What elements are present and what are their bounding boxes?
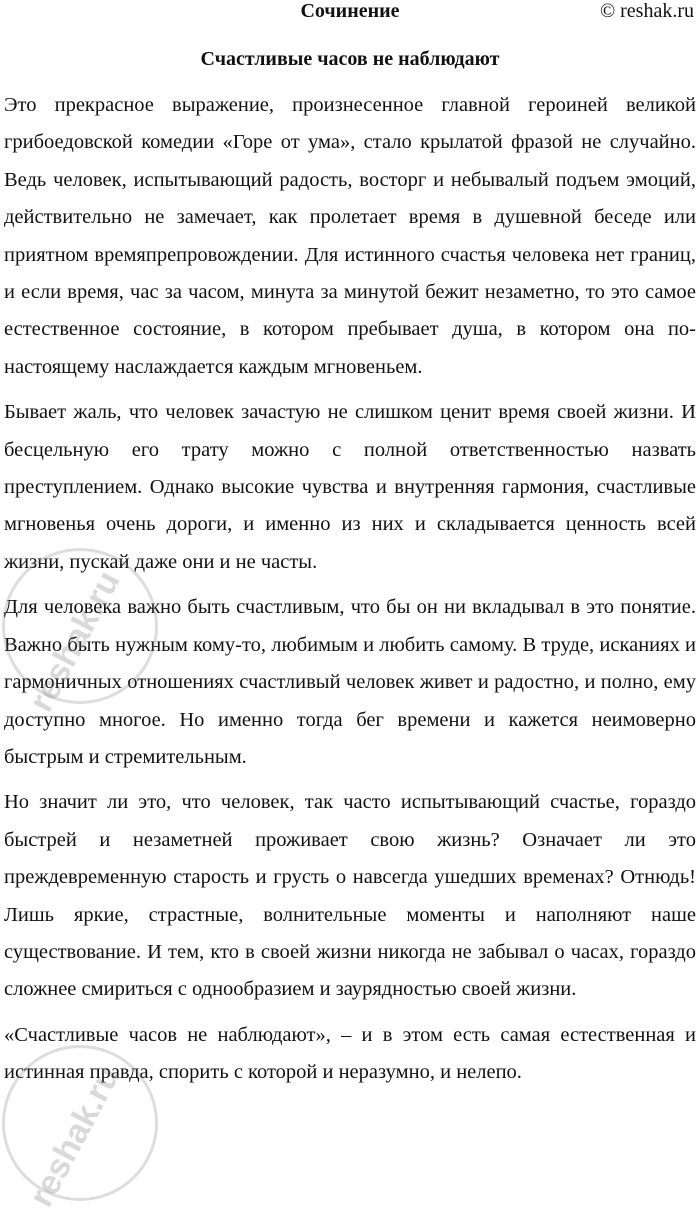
essay-title: Счастливые часов не наблюдают: [200, 48, 500, 70]
essay-paragraph: Для человека важно быть счастливым, что бы он ни вкладывал в это понятие. Важно быть нужным кому-то, любимым и любить самому. В труде, исканиях и гармоничных отношениях счастливый человек живет и радостно, и полно, ему доступно многое. Но именно тогда бег времени и кажется неимоверно быстрым и стремительным.: [4, 596, 696, 768]
copyright-notice: © reshak.ru: [599, 0, 694, 22]
essay-body: [4, 87, 696, 1100]
essay-paragraph: Бывает жаль, что человек зачастую не слишком ценит время своей жизни. И бесцельную его трату можно с полной ответственностью назвать преступлением. Однако высокие чувства и внутренняя гармония, счастливые мгновенья очень дороги, и именно из них и складывается ценность всей жизни, пускай даже они и не часты.: [4, 401, 696, 573]
watermark: reshak.ru: [22, 1059, 128, 1213]
watermark: reshak.ru: [22, 564, 128, 718]
header-title: Сочинение: [300, 0, 400, 22]
page-header: [0, 0, 700, 26]
essay-paragraph: Но значит ли это, что человек, так часто испытывающий счастье, гораздо быстрей и незаметней проживает свою жизнь? Означает ли это преждевременную старость и грусть о навсегда ушедших временах? Отнюдь! Лишь яркие, страстные, волнительные моменты и наполняют наше существование. И тем, кто в своей жизни никогда не забывал о часах, гораздо сложнее смириться с однообразием и заурядностью своей жизни.: [4, 791, 696, 1001]
essay-paragraph: Это прекрасное выражение, произнесенное главной героиней великой грибоедовской комедии «Горе от ума», стало крылатой фразой не случайно. Ведь человек, испытывающий радость, восторг и небывалый подъем эмоций, действительно не замечает, как пролетает время в душевной беседе или приятном времяпрепровождении. Для истинного счастья человека нет границ, и если время, час за часом, минута за минутой бежит незаметно, то это самое естественное состояние, в котором пребывает душа, в котором она по-настоящему наслаждается каждым мгновеньем.: [4, 94, 696, 378]
essay-paragraph: «Счастливые часов не наблюдают», – и в этом есть самая естественная и истинная правда, спорить с которой и неразумно, и нелепо.: [4, 1023, 696, 1084]
